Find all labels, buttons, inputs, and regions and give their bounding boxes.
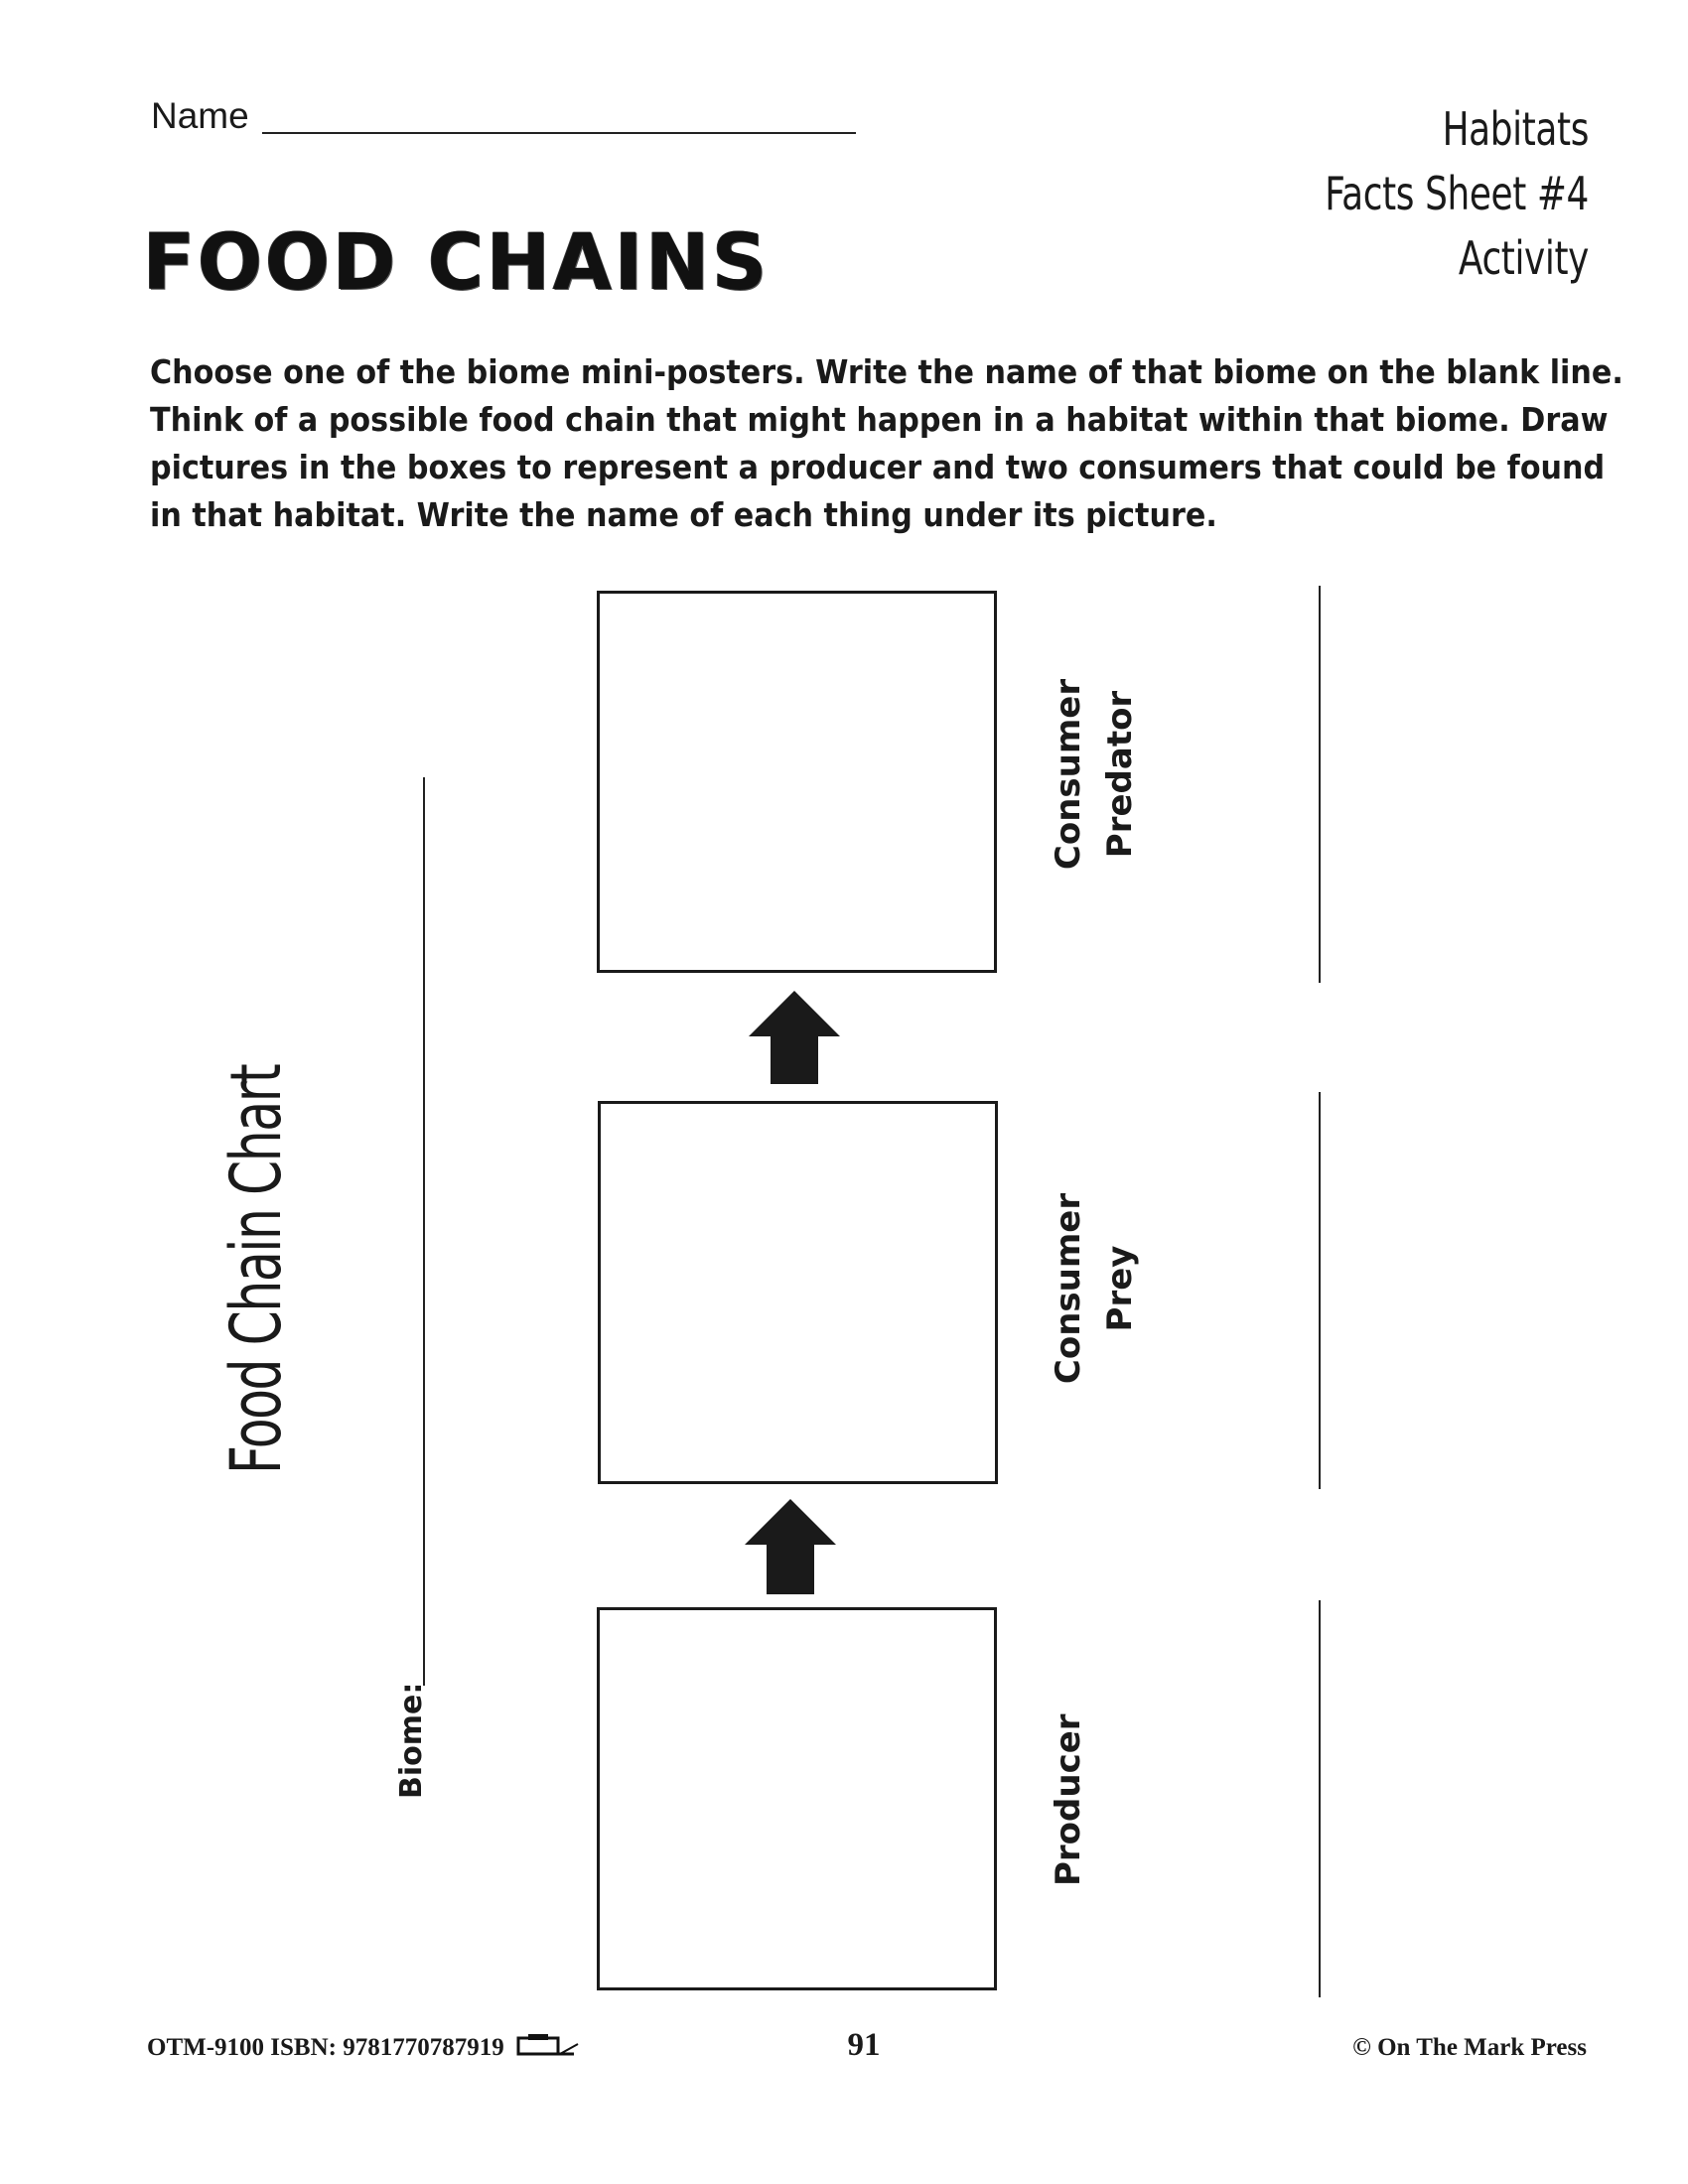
footer-isbn: OTM-9100 ISBN: 9781770787919 [147,2032,582,2067]
instruction-line: Choose one of the biome mini-posters. Write the name of that biome on the blank line. [150,352,1623,391]
chart-title: Food Chain Chart [215,1064,297,1474]
predator-label: Consumer Predator [1049,678,1140,871]
biome-blank-line[interactable] [423,777,425,1686]
sheet-topic: Habitats [1442,102,1589,156]
book-icon [516,2032,582,2067]
producer-label: Producer [1049,1713,1088,1886]
prey-name-line[interactable] [1319,1092,1321,1489]
prey-label: Consumer Prey [1049,1192,1140,1385]
sheet-info [1263,97,1589,291]
instructions [150,348,1623,539]
footer-copyright: © On The Mark Press [1352,2034,1587,2061]
sheet-number: Facts Sheet #4 [1325,167,1589,220]
predator-name-line[interactable] [1319,586,1321,983]
instruction-line: pictures in the boxes to represent a producer and two consumers that could be found [150,448,1606,486]
name-blank-line[interactable] [262,132,856,134]
name-label: Name [151,95,249,136]
page-number: 91 [847,2027,881,2063]
sheet-type: Activity [1458,231,1589,285]
arrow-up-icon [745,1499,836,1594]
predator-drawing-box[interactable] [597,591,997,973]
producer-drawing-box[interactable] [597,1607,997,1990]
arrow-up-icon [749,991,840,1084]
instruction-line: Think of a possible food chain that might happen in a habitat within that biome. Draw [150,400,1609,439]
prey-drawing-box[interactable] [598,1101,998,1484]
page-title: FOOD CHAINS [143,218,771,308]
producer-name-line[interactable] [1319,1600,1321,1997]
instruction-line: in that habitat. Write the name of each thing under its picture. [150,495,1217,534]
biome-label: Biome: [394,1682,429,1799]
